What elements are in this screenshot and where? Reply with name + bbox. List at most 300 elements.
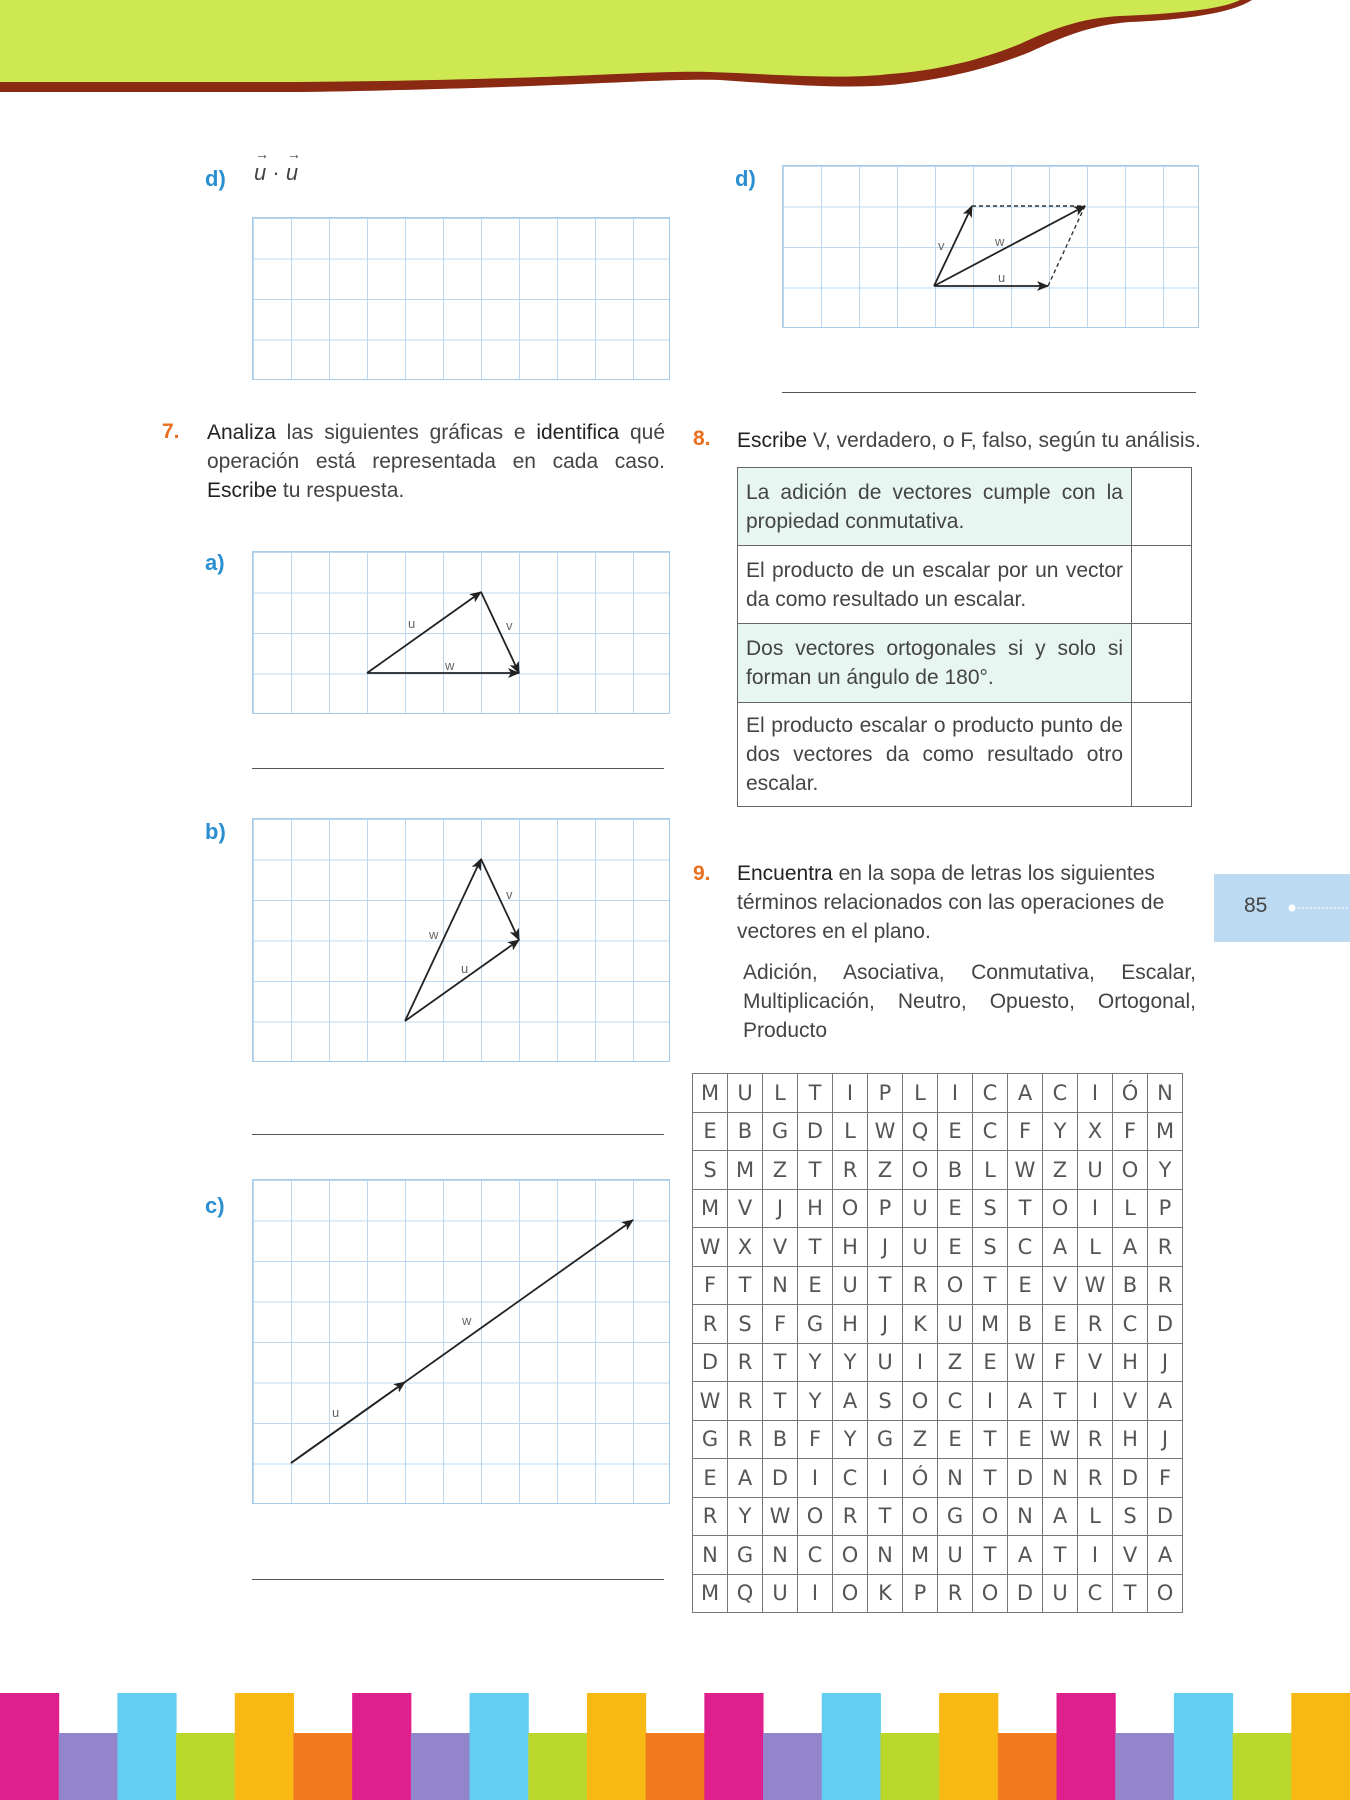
grid-7a [252, 551, 670, 714]
table-row [738, 468, 1192, 546]
grid-letter-cell[interactable]: R [728, 1343, 763, 1382]
grid-letter-cell[interactable]: R [1148, 1266, 1183, 1305]
grid-row [693, 1497, 1183, 1536]
header-banner [0, 0, 1350, 100]
verb-identifica: identifica [536, 421, 620, 444]
expr-vector-b: u [285, 160, 299, 185]
footer-stripe [0, 1693, 59, 1800]
grid-letter-cell[interactable]: O [973, 1497, 1008, 1536]
grid-letter-cell[interactable]: R [903, 1266, 938, 1305]
vector-w-arrow [405, 859, 481, 1021]
grid-letter-cell[interactable]: A [728, 1459, 763, 1498]
grid-letter-cell[interactable]: G [798, 1305, 833, 1344]
footer-stripe [1233, 1733, 1292, 1800]
grid-letter-cell[interactable]: W [1043, 1420, 1078, 1459]
grid-letter-cell[interactable]: T [798, 1074, 833, 1113]
vector-w-label: w [462, 1313, 472, 1328]
grid-row [693, 1112, 1183, 1151]
grid-letter-cell[interactable]: W [1008, 1151, 1043, 1190]
grid-letter-cell[interactable]: T [1043, 1536, 1078, 1575]
answer-cell[interactable] [1132, 468, 1192, 546]
grid-letter-cell[interactable]: T [868, 1497, 903, 1536]
label-7b: b) [205, 819, 226, 844]
page-number-tab [1214, 874, 1350, 942]
statement-cell: El producto de un escalar por un vector da como resultado un escalar. [738, 546, 1132, 624]
grid-letter-cell[interactable]: R [1078, 1305, 1113, 1344]
grid-letter-cell[interactable]: B [1008, 1305, 1043, 1344]
grid-letter-cell[interactable]: B [763, 1420, 798, 1459]
footer-stripe [587, 1693, 646, 1800]
grid-letter-cell[interactable]: C [973, 1112, 1008, 1151]
grid-letter-cell[interactable]: V [1113, 1536, 1148, 1575]
grid-letter-cell[interactable]: W [1008, 1343, 1043, 1382]
true-false-table [737, 467, 1192, 807]
grid-letter-cell[interactable]: O [973, 1574, 1008, 1613]
grid-letter-cell[interactable]: A [1113, 1228, 1148, 1267]
grid-letter-cell[interactable]: V [728, 1189, 763, 1228]
grid-letter-cell[interactable]: A [1008, 1382, 1043, 1421]
grid-letter-cell[interactable]: O [903, 1151, 938, 1190]
footer-stripe [411, 1733, 470, 1800]
grid-letter-cell[interactable]: E [1043, 1305, 1078, 1344]
grid-letter-cell[interactable]: O [903, 1382, 938, 1421]
vector-w-label: w [429, 927, 439, 942]
grid-letter-cell[interactable]: I [1078, 1189, 1113, 1228]
grid-letter-cell[interactable]: A [833, 1382, 868, 1421]
word-list: Adición, Asociativa, Conmutativa, Escalar, Multiplicación, Neutro, Opuesto, Ortogonal, Producto [743, 961, 1196, 1042]
grid-row [693, 1536, 1183, 1575]
grid-letter-cell[interactable]: N [1043, 1459, 1078, 1498]
grid-letter-cell[interactable]: L [973, 1151, 1008, 1190]
grid-letter-cell[interactable]: C [1043, 1074, 1078, 1113]
grid-letter-cell[interactable]: O [833, 1536, 868, 1575]
vector-v-label: v [506, 887, 513, 902]
grid-letter-cell[interactable]: H [1113, 1420, 1148, 1459]
grid-row [693, 1343, 1183, 1382]
grid-letter-cell[interactable]: L [833, 1112, 868, 1151]
exercise-9-instruction: Encuentra en la sopa de letras los siguientes términos relacionados con las operaciones de vectores en el plano. [737, 862, 1165, 943]
vector-v-label: v [938, 238, 945, 253]
grid-letter-cell[interactable]: I [798, 1574, 833, 1613]
grid-letter-cell[interactable]: D [763, 1459, 798, 1498]
grid-letter-cell[interactable]: C [1113, 1305, 1148, 1344]
grid-letter-cell[interactable]: N [1008, 1497, 1043, 1536]
grid-letter-cell[interactable]: I [1078, 1536, 1113, 1575]
grid-letter-cell[interactable]: F [798, 1420, 833, 1459]
grid-letter-cell[interactable]: M [1148, 1112, 1183, 1151]
grid-row [693, 1305, 1183, 1344]
footer-stripe [1174, 1693, 1233, 1800]
vector-v-arrow [481, 592, 519, 673]
grid-letter-cell[interactable]: F [1113, 1112, 1148, 1151]
footer-stripe [704, 1693, 763, 1800]
grid-letter-cell[interactable]: V [763, 1228, 798, 1267]
label-7c: c) [205, 1193, 225, 1218]
grid-letter-cell[interactable]: A [1043, 1228, 1078, 1267]
grid-letter-cell[interactable]: O [1043, 1189, 1078, 1228]
grid-letter-cell[interactable]: M [973, 1305, 1008, 1344]
answer-line-7a[interactable] [252, 768, 664, 769]
verb-escribe: Escribe [737, 429, 808, 452]
grid-letter-cell[interactable]: O [833, 1189, 868, 1228]
footer-stripe [1291, 1693, 1350, 1800]
grid-letter-cell[interactable]: R [833, 1497, 868, 1536]
grid-letter-cell[interactable]: Y [833, 1343, 868, 1382]
grid-letter-cell[interactable]: E [693, 1112, 728, 1151]
grid-letter-cell[interactable]: Ó [903, 1459, 938, 1498]
grid-letter-cell[interactable]: R [693, 1305, 728, 1344]
grid-letter-cell[interactable]: W [868, 1112, 903, 1151]
grid-top-left-d [252, 217, 670, 380]
grid-letter-cell[interactable]: G [763, 1112, 798, 1151]
grid-letter-cell[interactable]: U [903, 1228, 938, 1267]
grid-letter-cell[interactable]: J [763, 1189, 798, 1228]
verb-analiza: Analiza [207, 421, 276, 444]
footer-stripe [352, 1693, 411, 1800]
answer-line-7b[interactable] [252, 1134, 664, 1135]
grid-row [693, 1574, 1183, 1613]
grid-letter-cell[interactable]: U [1043, 1574, 1078, 1613]
grid-letter-cell[interactable]: F [1008, 1112, 1043, 1151]
grid-letter-cell[interactable]: A [1043, 1497, 1078, 1536]
grid-letter-cell[interactable]: V [1078, 1343, 1113, 1382]
grid-letter-cell[interactable]: E [938, 1420, 973, 1459]
vector-u-label: u [408, 616, 416, 631]
grid-letter-cell[interactable]: T [1008, 1189, 1043, 1228]
grid-row [693, 1420, 1183, 1459]
grid-letter-cell[interactable]: H [1113, 1343, 1148, 1382]
statement-cell: Dos vectores ortogonales si y solo si forman un ángulo de 180°. [738, 624, 1132, 703]
expr-vector-a: u [254, 160, 267, 185]
answer-cell[interactable] [1132, 546, 1192, 624]
vector-v-label: v [506, 618, 513, 633]
grid-letter-cell[interactable]: T [973, 1536, 1008, 1575]
grid-letter-cell[interactable]: L [763, 1074, 798, 1113]
grid-letter-cell[interactable]: U [763, 1574, 798, 1613]
grid-letter-cell[interactable]: B [1113, 1266, 1148, 1305]
footer-stripe [1115, 1733, 1174, 1800]
vector-u-label: u [332, 1405, 340, 1420]
grid-letter-cell[interactable]: I [1078, 1074, 1113, 1113]
answer-line-7c[interactable] [252, 1579, 664, 1580]
grid-letter-cell[interactable]: Z [903, 1420, 938, 1459]
grid-letter-cell[interactable]: Z [763, 1151, 798, 1190]
grid-letter-cell[interactable]: Y [728, 1497, 763, 1536]
grid-letter-cell[interactable]: T [728, 1266, 763, 1305]
grid-letter-cell[interactable]: M [693, 1189, 728, 1228]
grid-letter-cell[interactable]: D [1148, 1497, 1183, 1536]
exercise-7-number: 7. [162, 420, 180, 443]
grid-letter-cell[interactable]: R [1078, 1420, 1113, 1459]
grid-letter-cell[interactable]: I [868, 1459, 903, 1498]
grid-letter-cell[interactable]: P [868, 1074, 903, 1113]
grid-letter-cell[interactable]: W [1078, 1266, 1113, 1305]
grid-letter-cell[interactable]: M [728, 1151, 763, 1190]
vector-u-label: u [998, 270, 1006, 285]
verb-encuentra: Encuentra [737, 862, 833, 885]
grid-letter-cell[interactable]: A [1008, 1074, 1043, 1113]
grid-letter-cell[interactable]: E [693, 1459, 728, 1498]
grid-letter-cell[interactable]: O [833, 1574, 868, 1613]
grid-letter-cell[interactable]: T [798, 1228, 833, 1267]
footer-stripe [880, 1733, 939, 1800]
grid-letter-cell[interactable]: Y [798, 1343, 833, 1382]
grid-letter-cell[interactable]: M [693, 1074, 728, 1113]
grid-letter-cell[interactable]: O [1148, 1574, 1183, 1613]
grid-letter-cell[interactable]: S [728, 1305, 763, 1344]
vector-u-arrow [367, 592, 481, 673]
footer-stripe [176, 1733, 235, 1800]
grid-letter-cell[interactable]: N [693, 1536, 728, 1575]
grid-letter-cell[interactable]: J [868, 1228, 903, 1267]
vector-w-arrow [934, 206, 1085, 286]
table-row [738, 703, 1192, 807]
grid-letter-cell[interactable]: O [1113, 1151, 1148, 1190]
grid-letter-cell[interactable]: T [798, 1151, 833, 1190]
grid-letter-cell[interactable]: B [938, 1151, 973, 1190]
grid-row [693, 1266, 1183, 1305]
grid-letter-cell[interactable]: D [1008, 1574, 1043, 1613]
grid-letter-cell[interactable]: U [728, 1074, 763, 1113]
grid-letter-cell[interactable]: R [728, 1420, 763, 1459]
grid-letter-cell[interactable]: Y [798, 1382, 833, 1421]
grid-letter-cell[interactable]: D [1008, 1459, 1043, 1498]
footer-stripe [763, 1733, 822, 1800]
grid-letter-cell[interactable]: E [938, 1228, 973, 1267]
grid-letter-cell[interactable]: R [1078, 1459, 1113, 1498]
vector-w-label: w [445, 658, 455, 673]
grid-letter-cell[interactable]: W [693, 1228, 728, 1267]
grid-letter-cell[interactable]: O [798, 1497, 833, 1536]
grid-row [693, 1074, 1183, 1113]
grid-letter-cell[interactable]: A [1008, 1536, 1043, 1575]
grid-letter-cell[interactable]: T [1113, 1574, 1148, 1613]
grid-letter-cell[interactable]: P [1148, 1189, 1183, 1228]
grid-letter-cell[interactable]: A [1148, 1536, 1183, 1575]
grid-letter-cell[interactable]: I [938, 1074, 973, 1113]
grid-letter-cell[interactable]: K [868, 1574, 903, 1613]
vector-u-arrow [405, 940, 519, 1021]
exercise-7-instruction: Analiza las siguientes gráficas e identifica qué operación está representada en cada caso. Escribe tu respuesta. [207, 421, 665, 502]
grid-letter-cell[interactable]: E [973, 1343, 1008, 1382]
grid-letter-cell[interactable]: P [868, 1189, 903, 1228]
grid-letter-cell[interactable]: M [903, 1536, 938, 1575]
footer-stripe [470, 1693, 529, 1800]
grid-letter-cell[interactable]: N [763, 1536, 798, 1575]
grid-letter-cell[interactable]: J [1148, 1420, 1183, 1459]
grid-letter-cell[interactable]: N [1148, 1074, 1183, 1113]
grid-letter-cell[interactable]: I [973, 1382, 1008, 1421]
grid-letter-cell[interactable]: Y [833, 1420, 868, 1459]
grid-letter-cell[interactable]: Z [868, 1151, 903, 1190]
grid-letter-cell[interactable]: O [903, 1497, 938, 1536]
grid-letter-cell[interactable]: T [1043, 1382, 1078, 1421]
grid-letter-cell[interactable]: X [728, 1228, 763, 1267]
grid-letter-cell[interactable]: O [938, 1266, 973, 1305]
grid-letter-cell[interactable]: C [1008, 1228, 1043, 1267]
grid-letter-cell[interactable]: X [1078, 1112, 1113, 1151]
footer-stripe [235, 1693, 294, 1800]
grid-letter-cell[interactable]: F [1148, 1459, 1183, 1498]
dotted-line-icon [1288, 904, 1350, 912]
grid-letter-cell[interactable]: S [973, 1189, 1008, 1228]
grid-letter-cell[interactable]: L [1078, 1497, 1113, 1536]
grid-letter-cell[interactable]: N [763, 1266, 798, 1305]
grid-letter-cell[interactable]: E [798, 1266, 833, 1305]
footer-stripe [59, 1733, 118, 1800]
grid-letter-cell[interactable]: Q [903, 1112, 938, 1151]
grid-letter-cell[interactable]: Z [938, 1343, 973, 1382]
grid-row [693, 1189, 1183, 1228]
vector-u-label: u [461, 961, 469, 976]
answer-line-top-right-d[interactable] [782, 392, 1196, 393]
grid-letter-cell[interactable]: K [903, 1305, 938, 1344]
footer-stripe [646, 1733, 705, 1800]
grid-letter-cell[interactable]: E [938, 1112, 973, 1151]
grid-letter-cell[interactable]: U [1078, 1151, 1113, 1190]
footer-stripe [939, 1693, 998, 1800]
grid-letter-cell[interactable]: L [1078, 1228, 1113, 1267]
expr-dot: · [272, 160, 280, 185]
footer-stripe [998, 1733, 1057, 1800]
statement-cell: El producto escalar o producto punto de dos vectores da como resultado otro escalar. [738, 703, 1132, 807]
grid-letter-cell[interactable]: T [868, 1266, 903, 1305]
grid-letter-cell[interactable]: I [1078, 1382, 1113, 1421]
grid-letter-cell[interactable]: V [1113, 1382, 1148, 1421]
grid-letter-cell[interactable]: G [868, 1420, 903, 1459]
grid-letter-cell[interactable]: T [763, 1382, 798, 1421]
grid-letter-cell[interactable]: W [693, 1382, 728, 1421]
grid-letter-cell[interactable]: S [693, 1151, 728, 1190]
grid-letter-cell[interactable]: P [903, 1574, 938, 1613]
answer-cell[interactable] [1132, 703, 1192, 807]
grid-letter-cell[interactable]: H [798, 1189, 833, 1228]
dot-product-expression [254, 146, 301, 186]
statement-cell: La adición de vectores cumple con la propiedad conmutativa. [738, 468, 1132, 546]
grid-letter-cell[interactable]: C [938, 1382, 973, 1421]
footer-stripe [293, 1733, 352, 1800]
grid-letter-cell[interactable]: F [693, 1266, 728, 1305]
grid-7c [252, 1179, 670, 1504]
grid-letter-cell[interactable]: T [973, 1459, 1008, 1498]
grid-letter-cell[interactable]: F [763, 1305, 798, 1344]
grid-top-right-d [782, 165, 1199, 328]
vector-arrow-icon: → [255, 146, 269, 162]
grid-letter-cell[interactable]: M [693, 1574, 728, 1613]
footer-stripe [822, 1693, 881, 1800]
grid-letter-cell[interactable]: Y [1043, 1112, 1078, 1151]
vector-v-arrow [481, 859, 519, 940]
grid-letter-cell[interactable]: U [938, 1536, 973, 1575]
grid-letter-cell[interactable]: D [798, 1112, 833, 1151]
grid-letter-cell[interactable]: Ó [1113, 1074, 1148, 1113]
grid-letter-cell[interactable]: U [868, 1343, 903, 1382]
grid-letter-cell[interactable]: T [973, 1266, 1008, 1305]
grid-letter-cell[interactable]: J [1148, 1343, 1183, 1382]
label-top-left-d: d) [205, 166, 226, 191]
exercise-9-number: 9. [693, 862, 711, 885]
grid-letter-cell[interactable]: C [798, 1536, 833, 1575]
label-top-right-d: d) [735, 166, 756, 191]
grid-letter-cell[interactable]: E [1008, 1420, 1043, 1459]
grid-letter-cell[interactable]: D [1148, 1305, 1183, 1344]
vector-arrow-icon: → [286, 146, 301, 162]
vector-w-label: w [995, 234, 1005, 249]
grid-letter-cell[interactable]: R [833, 1151, 868, 1190]
footer-stripe [117, 1693, 176, 1800]
grid-row [693, 1228, 1183, 1267]
grid-letter-cell[interactable]: W [763, 1497, 798, 1536]
grid-letter-cell[interactable]: C [973, 1074, 1008, 1113]
grid-row [693, 1459, 1183, 1498]
grid-letter-cell[interactable]: C [833, 1459, 868, 1498]
grid-letter-cell[interactable]: L [903, 1074, 938, 1113]
grid-letter-cell[interactable]: Z [1043, 1151, 1078, 1190]
verb-escribe: Escribe [207, 479, 278, 502]
grid-letter-cell[interactable]: S [973, 1228, 1008, 1267]
dashed-line [1048, 206, 1085, 286]
grid-letter-cell[interactable]: L [1113, 1189, 1148, 1228]
grid-row [693, 1382, 1183, 1421]
exercise-8-number: 8. [693, 427, 711, 450]
grid-letter-cell[interactable]: G [728, 1536, 763, 1575]
grid-letter-cell[interactable]: C [1078, 1574, 1113, 1613]
grid-letter-cell[interactable]: I [833, 1074, 868, 1113]
grid-letter-cell[interactable]: R [938, 1574, 973, 1613]
grid-letter-cell[interactable]: U [938, 1305, 973, 1344]
label-7a: a) [205, 550, 225, 575]
grid-letter-cell[interactable]: F [1043, 1343, 1078, 1382]
footer-stripes [0, 1693, 1350, 1800]
grid-letter-cell[interactable]: Y [1148, 1151, 1183, 1190]
answer-cell[interactable] [1132, 624, 1192, 703]
grid-letter-cell[interactable]: V [1043, 1266, 1078, 1305]
grid-letter-cell[interactable]: H [833, 1305, 868, 1344]
grid-letter-cell[interactable]: E [1008, 1266, 1043, 1305]
vector-u-arrow [291, 1382, 405, 1463]
grid-letter-cell[interactable]: S [1113, 1497, 1148, 1536]
grid-letter-cell[interactable]: U [903, 1189, 938, 1228]
footer-stripe [1057, 1693, 1116, 1800]
grid-letter-cell[interactable]: D [693, 1343, 728, 1382]
word-search-grid [692, 1073, 1183, 1613]
grid-letter-cell[interactable]: I [903, 1343, 938, 1382]
grid-letter-cell[interactable]: A [1148, 1382, 1183, 1421]
grid-letter-cell[interactable]: U [833, 1266, 868, 1305]
grid-letter-cell[interactable]: R [1148, 1228, 1183, 1267]
grid-letter-cell[interactable]: G [693, 1420, 728, 1459]
grid-letter-cell[interactable]: H [833, 1228, 868, 1267]
grid-letter-cell[interactable]: E [938, 1189, 973, 1228]
grid-letter-cell[interactable]: N [868, 1536, 903, 1575]
exercise-8-instruction: Escribe V, verdadero, o F, falso, según tu análisis. [737, 429, 1201, 452]
grid-letter-cell[interactable]: B [728, 1112, 763, 1151]
grid-letter-cell[interactable]: J [868, 1305, 903, 1344]
grid-letter-cell[interactable]: D [1113, 1459, 1148, 1498]
grid-letter-cell[interactable]: Q [728, 1574, 763, 1613]
grid-letter-cell[interactable]: T [763, 1343, 798, 1382]
grid-row [693, 1151, 1183, 1190]
grid-letter-cell[interactable]: T [973, 1420, 1008, 1459]
grid-letter-cell[interactable]: N [938, 1459, 973, 1498]
grid-letter-cell[interactable]: G [938, 1497, 973, 1536]
grid-letter-cell[interactable]: R [693, 1497, 728, 1536]
table-row [738, 546, 1192, 624]
grid-letter-cell[interactable]: S [868, 1382, 903, 1421]
grid-letter-cell[interactable]: I [798, 1459, 833, 1498]
footer-stripe [528, 1733, 587, 1800]
grid-letter-cell[interactable]: R [728, 1382, 763, 1421]
